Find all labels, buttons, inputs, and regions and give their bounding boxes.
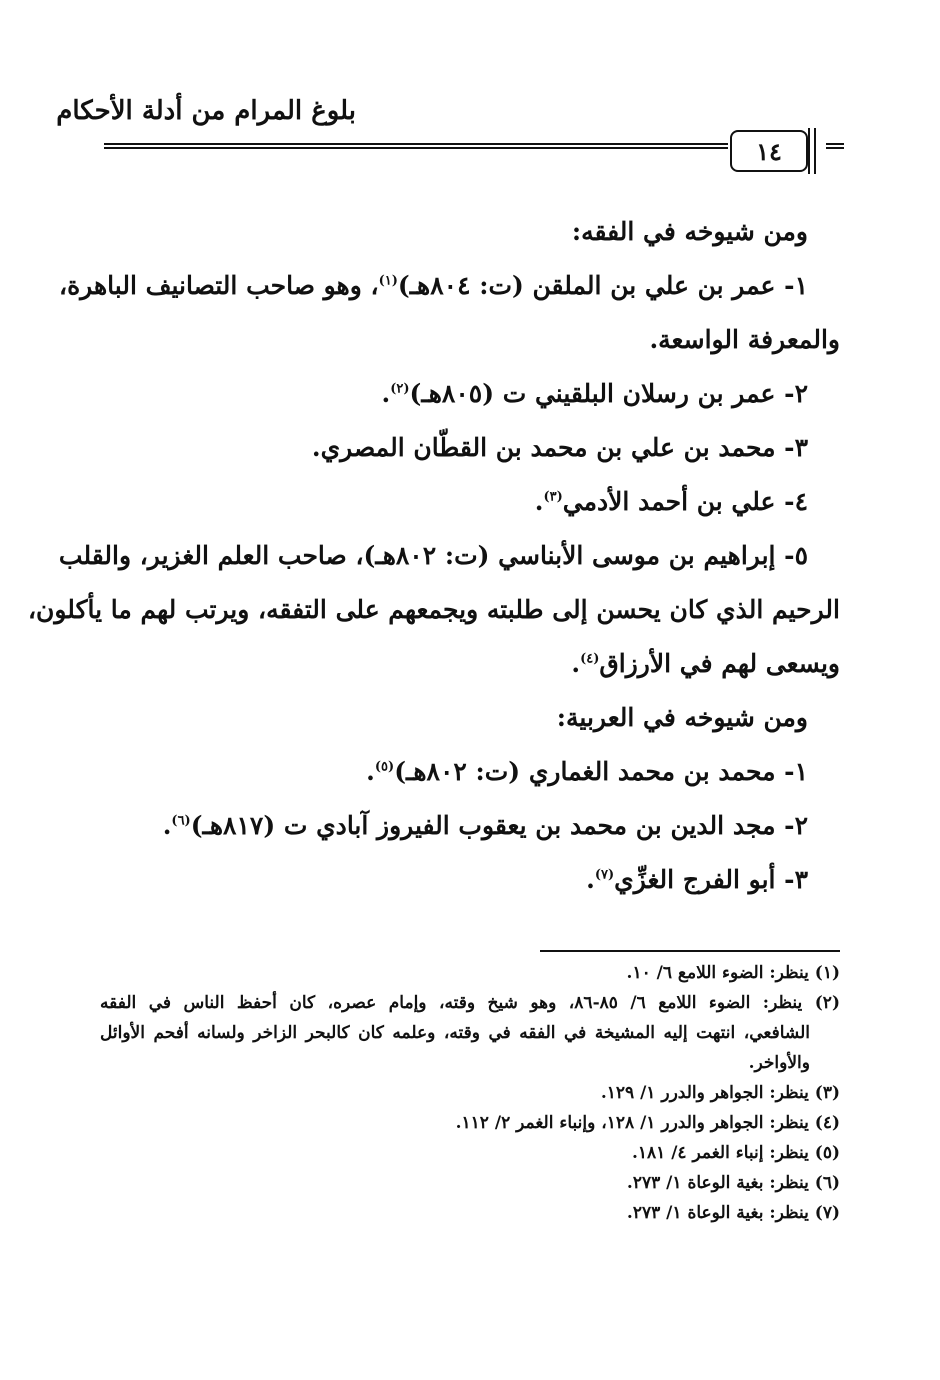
footnote-2-continuation: والأواخر.	[748, 1053, 810, 1073]
item-text: ٣- أبو الفرج الغزِّي	[614, 865, 808, 894]
footnote-ref: (٦)	[171, 813, 191, 829]
footnotes	[100, 958, 840, 1228]
footnote-2: (٢) ينظر: الضوء اللامع ٦/ ٨٥-٨٦، وهو شيخ وقته، وإمام عصره، كان أحفظ الناس في الفقه	[100, 993, 840, 1013]
paragraph-arabic-heading: ومن شيوخه في العربية:	[556, 703, 808, 732]
footnote-7: (٧) ينظر: بغية الوعاة ١/ ٢٧٣.	[626, 1203, 840, 1223]
item-punct: .	[571, 649, 581, 678]
item-punct: .	[162, 811, 172, 840]
list-item-umar-al-bulqini	[100, 367, 840, 421]
footnote-ref: (٣)	[543, 489, 563, 505]
footnote-6: (٦) ينظر: بغية الوعاة ١/ ٢٧٣.	[626, 1173, 840, 1193]
list-item-abu-al-faraj	[100, 853, 840, 907]
item-punct: .	[366, 757, 375, 786]
footnote-separator	[540, 950, 840, 952]
footnote-ref: (٤)	[580, 651, 600, 667]
list-item-continuation: الرحيم الذي كان يحسن إلى طلبته ويجمعهم على التفقه، ويرتب لهم ما يأكلون،	[27, 595, 840, 624]
item-text: ٢- عمر بن رسلان البلقيني ت (٨٠٥هـ)	[409, 379, 808, 408]
footnote-ref: (٧)	[594, 867, 615, 883]
footnote-2-continuation: الشافعي، انتهت إليه المشيخة في الفقه في وقته، وعلمه كان كالبحر الزاخر ولسانه أفحم الأوائل	[100, 1023, 810, 1043]
main-text	[27, 205, 840, 907]
page-header	[56, 96, 844, 186]
list-item-al-ghumari	[100, 745, 840, 799]
item-text: ويسعى لهم في الأرزاق	[599, 649, 840, 678]
footnote-5: (٥) ينظر: إنباء الغمر ٤/ ١٨١.	[631, 1143, 840, 1163]
item-punct: .	[534, 487, 544, 516]
footnote-1: (١) ينظر: الضوء اللامع ٦/ ١٠.	[626, 963, 840, 983]
paragraph-fiqh-heading: ومن شيوخه في الفقه:	[571, 217, 808, 246]
footnote-3: (٣) ينظر: الجواهر والدرر ١/ ١٢٩.	[600, 1083, 840, 1103]
header-rule	[104, 143, 728, 149]
item-text: ٢- مجد الدين بن محمد بن يعقوب الفيروز آبادي ت (٨١٧هـ)	[190, 811, 808, 840]
item-text: ٤- علي بن أحمد الأدمي	[562, 487, 808, 516]
item-punct: .	[586, 865, 595, 894]
list-item-ali-al-adami	[100, 475, 840, 529]
list-item-al-abnasi: ٥- إبراهيم بن موسى الأبناسي (ت: ٨٠٢هـ)، صاحب العلم الغزير، والقلب	[58, 541, 808, 570]
list-item-continuation	[100, 637, 840, 691]
item-text: ، وهو صاحب التصانيف الباهرة،	[59, 271, 379, 300]
footnote-ref: (١)	[378, 273, 398, 289]
book-title: بلوغ المرام من أدلة الأحكام	[56, 96, 356, 126]
item-punct: .	[381, 379, 391, 408]
list-item-al-fayruzabadi	[100, 799, 840, 853]
footnote-ref: (٥)	[374, 759, 395, 775]
list-item-ibn-al-qattan: ٣- محمد بن علي بن محمد بن القطّان المصري.	[311, 433, 808, 462]
list-item-umar-ibn-al-mulaqqin	[59, 259, 840, 313]
list-item-continuation: والمعرفة الواسعة.	[649, 325, 840, 354]
footnote-4: (٤) ينظر: الجواهر والدرر ١/ ١٢٨، وإنباء الغمر ٢/ ١١٢.	[455, 1113, 840, 1133]
item-text: ١- محمد بن محمد الغماري (ت: ٨٠٢هـ)	[394, 757, 808, 786]
footnote-ref: (٢)	[390, 381, 410, 397]
item-text: ١- عمر بن علي بن الملقن (ت: ٨٠٤هـ)	[397, 271, 808, 300]
page-number: ١٤	[730, 130, 808, 172]
header-rule-right	[826, 143, 844, 149]
